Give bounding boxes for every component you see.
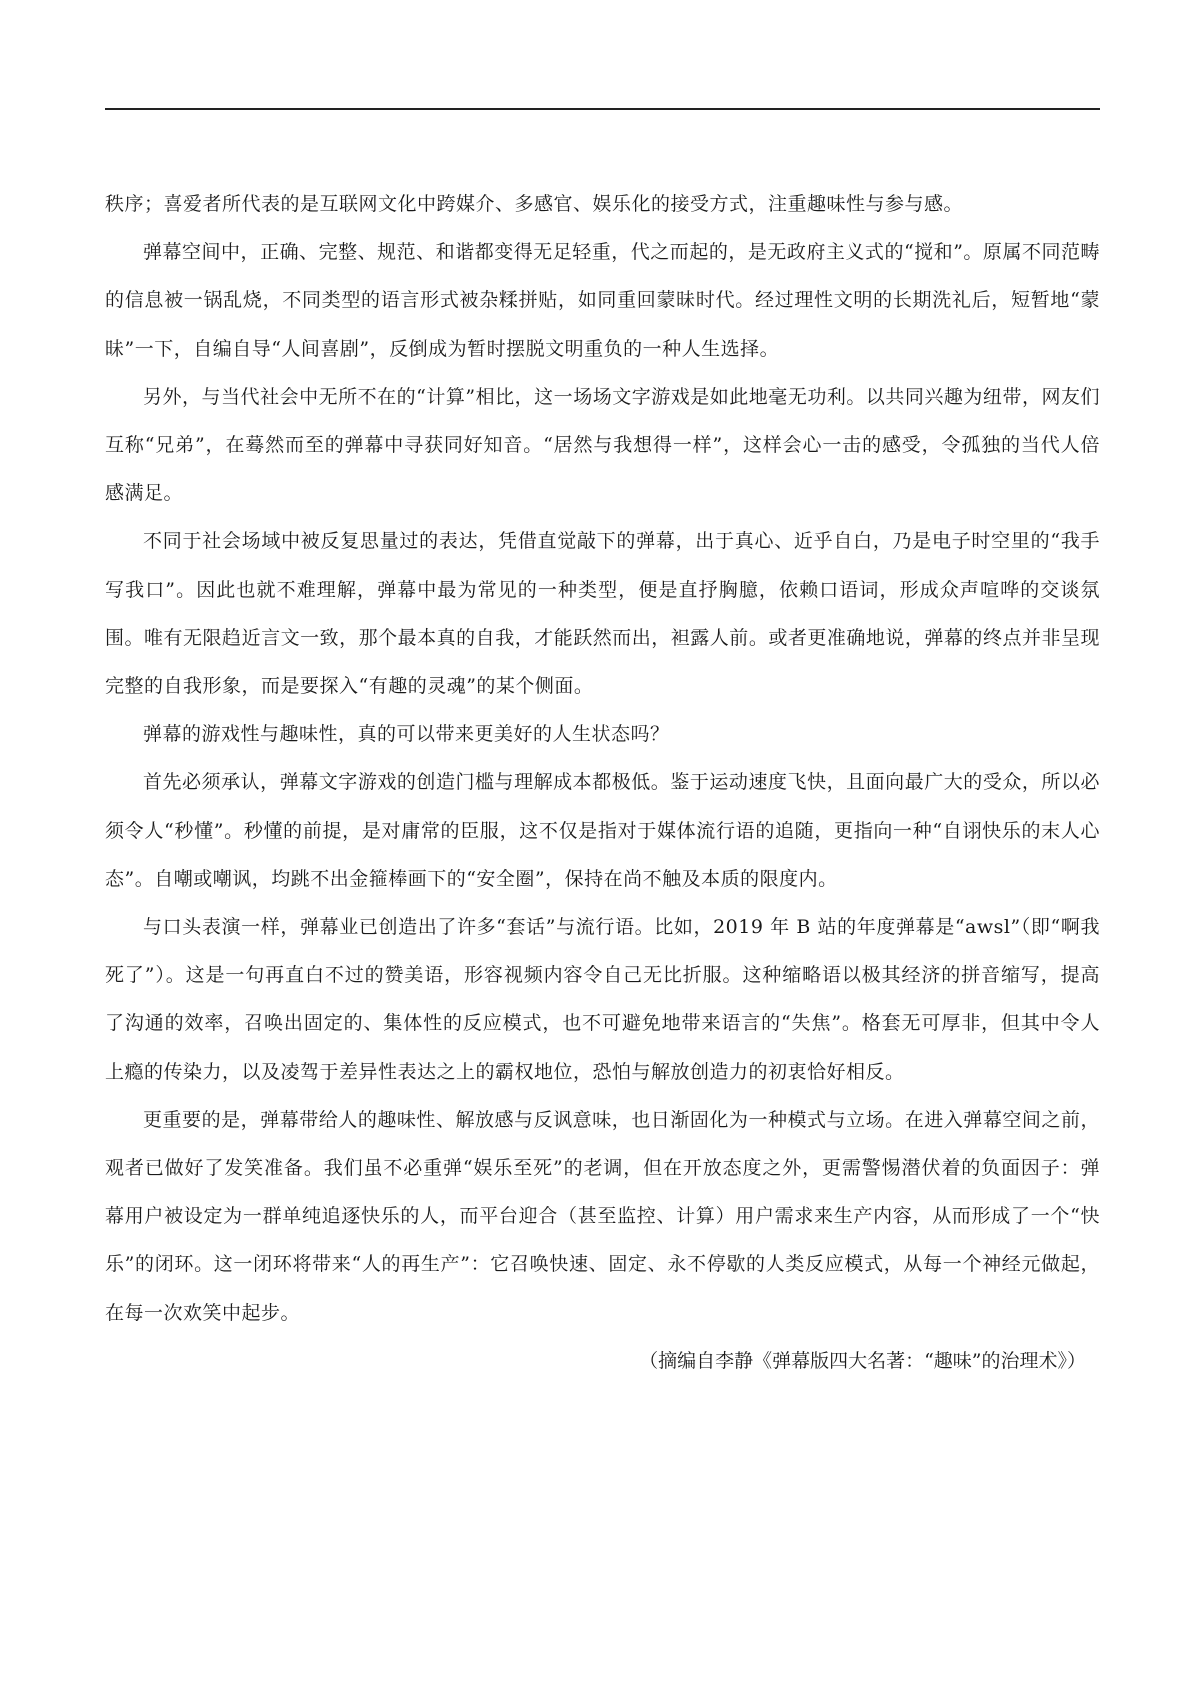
source-citation: （摘编自李静《弹幕版四大名著：“趣味”的治理术》） [639,1349,1086,1372]
header-rule [105,108,1100,110]
paragraph: 更重要的是，弹幕带给人的趣味性、解放感与反讽意味，也日渐固化为一种模式与立场。在进入弹幕空间之前，观者已做好了发笑准备。我们虽不必重弹“娱乐至死”的老调，但在开放态度之外，更需警惕潜伏着的负面因子：弹幕用户被设定为一群单纯追逐快乐的人，而平台迎合（甚至监控、计算）用户需求来生产内容，从而形成了一个“快乐”的闭环。这一闭环将带来“人的再生产”：它召唤快速、固定、永不停歇的人类反应模式，从每一个神经元做起，在每一次欢笑中起步。 [105,1108,1100,1324]
paragraph: 弹幕空间中，正确、完整、规范、和谐都变得无足轻重，代之而起的，是无政府主义式的“搅和”。原属不同范畴的信息被一锅乱烧，不同类型的语言形式被杂糅拼贴，如同重回蒙昧时代。经过理性文明的长期洗礼后，短暂地“蒙昧”一下，自编自导“人间喜剧”，反倒成为暂时摆脱文明重负的一种人生选择。 [105,241,1100,360]
paragraph: 首先必须承认，弹幕文字游戏的创造门槛与理解成本都极低。鉴于运动速度飞快，且面向最广大的受众，所以必须令人“秒懂”。秒懂的前提，是对庸常的臣服，这不仅是指对于媒体流行语的追随，更指向一种“自诩快乐的末人心态”。自嘲或嘲讽，均跳不出金箍棒画下的“安全圈”，保持在尚不触及本质的限度内。 [105,771,1100,890]
paragraph: 另外，与当代社会中无所不在的“计算”相比，这一场场文字游戏是如此地毫无功利。以共同兴趣为纽带，网友们互称“兄弟”，在蓦然而至的弹幕中寻获同好知音。“居然与我想得一样”，这样会心一击的感受，令孤独的当代人倍感满足。 [105,385,1100,505]
paragraph: 与口头表演一样，弹幕业已创造出了许多“套话”与流行语。比如，2019 年 B 站的年度弹幕是“awsl”（即“啊我死了”）。这是一句再直白不过的赞美语，形容视频内容令自己无比折服。这种缩略语以极其经济的拼音缩写，提高了沟通的效率，召唤出固定的、集体性的反应模式，也不可避免地带来语言的“失焦”。格套无可厚非，但其中令人上瘾的传染力，以及凌驾于差异性表达之上的霸权地位，恐怕与解放创造力的初衷恰好相反。 [105,916,1101,1083]
paragraph: 秩序；喜爱者所代表的是互联网文化中跨媒介、多感官、娱乐化的接受方式，注重趣味性与参与感。 [105,193,964,215]
paragraph: 不同于社会场域中被反复思量过的表达，凭借直觉敲下的弹幕，出于真心、近乎自白，乃是电子时空里的“我手写我口”。因此也就不难理解，弹幕中最为常见的一种类型，便是直抒胸臆，依赖口语词，形成众声喧哗的交谈氛围。唯有无限趋近言文一致，那个最本真的自我，才能跃然而出，袒露人前。或者更准确地说，弹幕的终点并非呈现完整的自我形象，而是要探入“有趣的灵魂”的某个侧面。 [105,530,1100,698]
paragraph: 弹幕的游戏性与趣味性，真的可以带来更美好的人生状态吗？ [143,723,670,746]
article-body [105,180,1100,1385]
